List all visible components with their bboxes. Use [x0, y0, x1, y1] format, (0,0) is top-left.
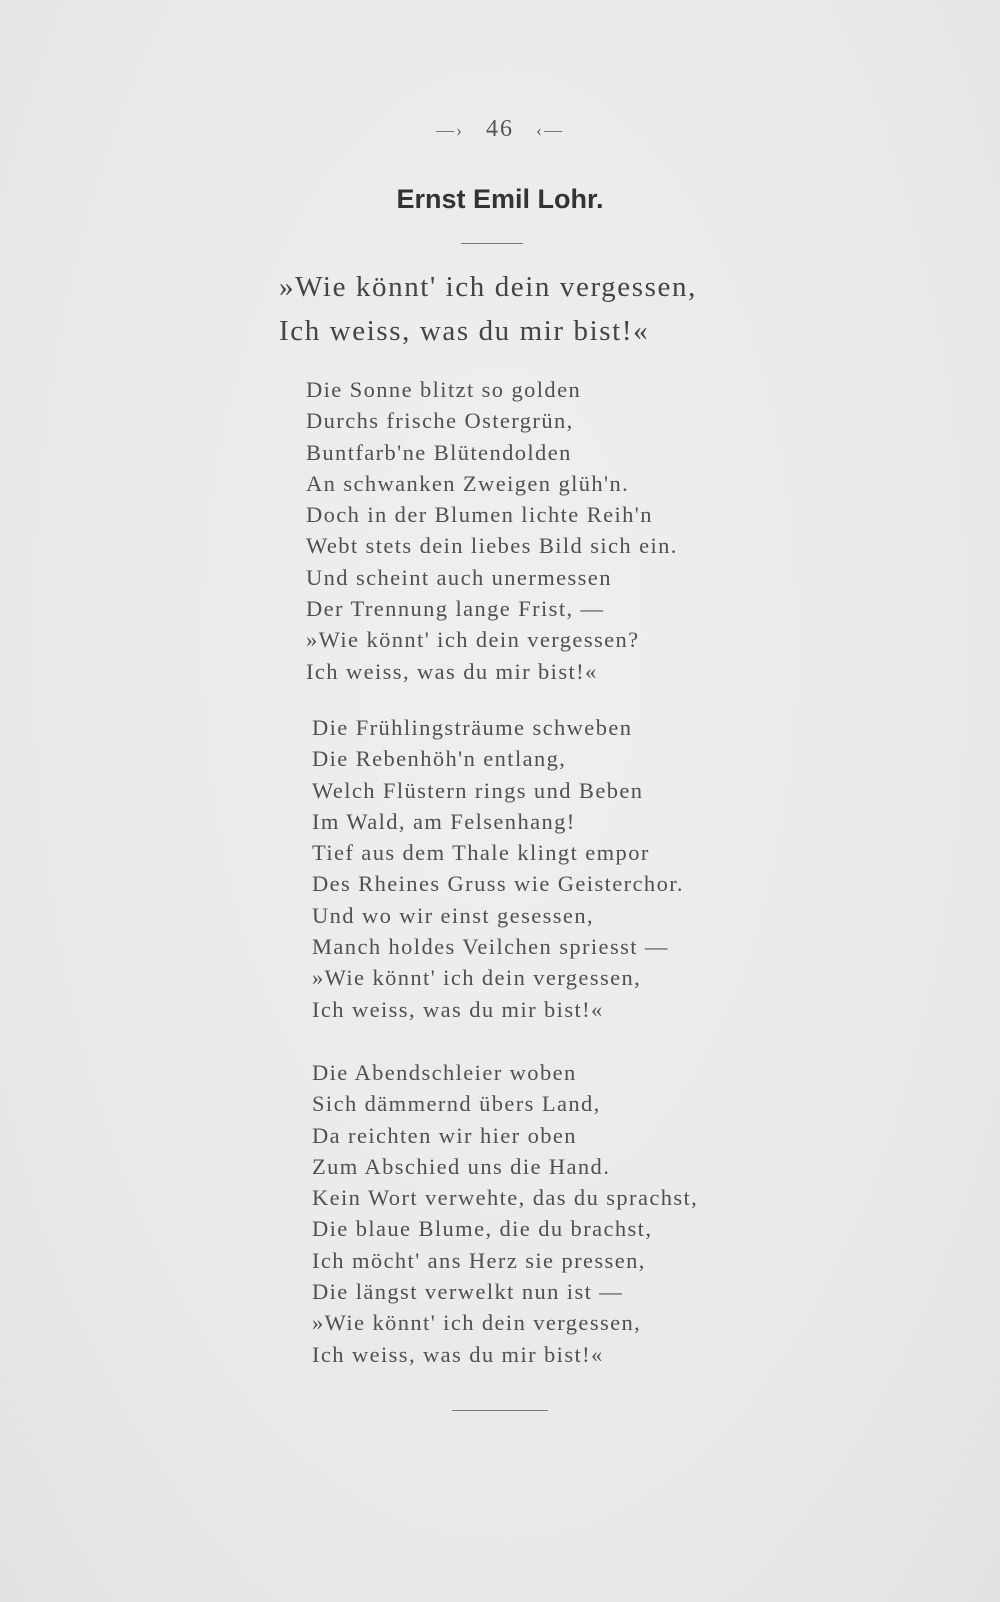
verse-line: Buntfarb'ne Blütendolden: [306, 439, 572, 465]
verse-line: Ich weiss, was du mir bist!«: [306, 658, 598, 684]
page-number-ornament-left: —›: [436, 120, 464, 140]
verse-line: Und wo wir einst gesessen,: [312, 902, 594, 928]
verse-line: Manch holdes Veilchen spriesst —: [312, 934, 669, 960]
verse-line: Da reichten wir hier oben: [312, 1122, 577, 1148]
verse-line: Des Rheines Gruss wie Geisterchor.: [312, 871, 684, 897]
verse-line: Die längst verwelkt nun ist —: [312, 1279, 624, 1305]
poem-stanza-3: [312, 1057, 698, 1370]
verse-line: »Wie könnt' ich dein vergessen?: [306, 627, 640, 653]
divider-rule-bottom: [452, 1410, 548, 1411]
verse-line: Und scheint auch unermessen: [306, 564, 612, 590]
verse-line: Doch in der Blumen lichte Reih'n: [306, 502, 653, 528]
verse-line: Webt stets dein liebes Bild sich ein.: [306, 533, 678, 559]
page-number-line: [0, 116, 1000, 143]
motto-line: Ich weiss, was du mir bist!«: [279, 315, 650, 347]
page-number-ornament-right: ‹—: [536, 120, 564, 140]
verse-line: Ich weiss, was du mir bist!«: [312, 1341, 604, 1367]
verse-line: Die Sonne blitzt so golden: [306, 377, 582, 402]
verse-line: An schwanken Zweigen glüh'n.: [306, 470, 630, 496]
poem-stanza-1: [306, 374, 678, 687]
verse-line: Ich weiss, was du mir bist!«: [312, 996, 604, 1022]
verse-line: Die Rebenhöh'n entlang,: [312, 746, 567, 772]
verse-line: »Wie könnt' ich dein vergessen,: [312, 965, 642, 991]
poem-motto: [279, 265, 697, 353]
verse-line: »Wie könnt' ich dein vergessen,: [312, 1310, 642, 1336]
verse-line: Ich möcht' ans Herz sie pressen,: [312, 1247, 646, 1273]
verse-line: Tief aus dem Thale klingt empor: [312, 840, 650, 866]
page-number: 46: [486, 116, 514, 142]
poem-author-heading: Ernst Emil Lohr.: [396, 184, 604, 214]
verse-line: Die Abendschleier woben: [312, 1060, 577, 1085]
verse-line: Durchs frische Ostergrün,: [306, 408, 574, 434]
verse-line: Der Trennung lange Frist, —: [306, 596, 605, 622]
verse-line: Welch Flüstern rings und Beben: [312, 777, 644, 803]
verse-line: Im Wald, am Felsenhang!: [312, 808, 576, 834]
verse-line: Die blaue Blume, die du brachst,: [312, 1216, 653, 1242]
motto-line: »Wie könnt' ich dein vergessen,: [279, 271, 697, 303]
verse-line: Sich dämmernd übers Land,: [312, 1091, 601, 1117]
verse-line: Kein Wort verwehte, das du sprachst,: [312, 1185, 699, 1211]
verse-line: Zum Abschied uns die Hand.: [312, 1153, 611, 1179]
poem-stanza-2: [312, 712, 684, 1025]
verse-line: Die Frühlingsträume schweben: [312, 715, 633, 740]
divider-rule-top: [461, 243, 523, 244]
